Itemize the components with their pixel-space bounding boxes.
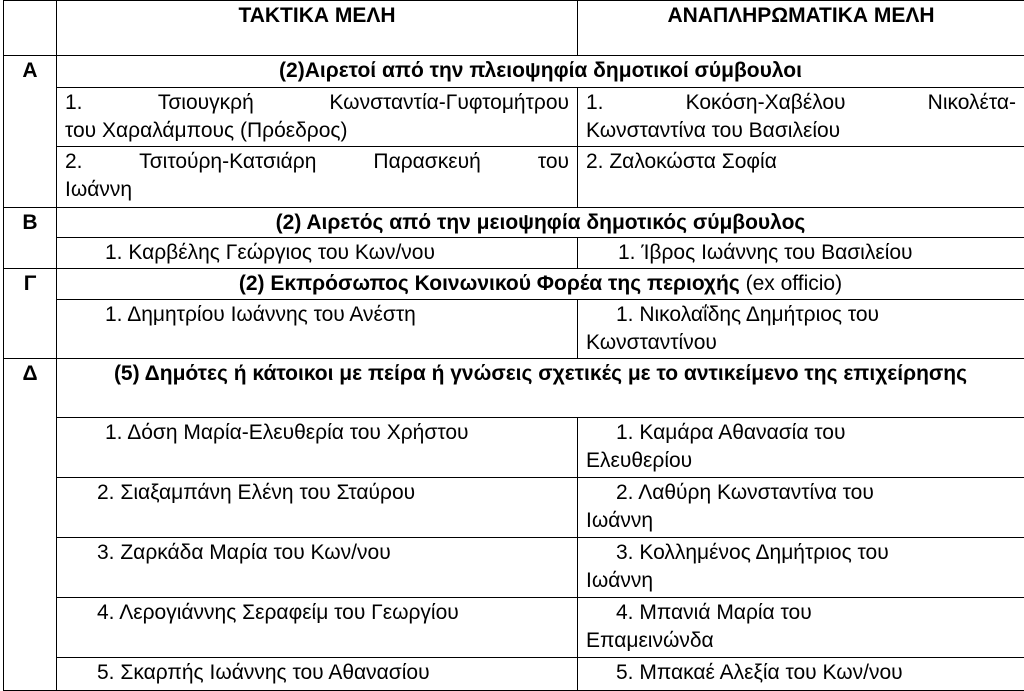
section-title-c-text: (2) Εκπρόσωπος Κοινωνικού Φορέα της περιοχής bbox=[238, 272, 740, 295]
regular-member-line: του Χαραλάμπους (Πρόεδρος) bbox=[65, 118, 348, 142]
member-row bbox=[4, 538, 1024, 598]
section-title-row bbox=[4, 358, 1024, 417]
header-regular-members: ΤΑΚΤΙΚΑ ΜΕΛΗ bbox=[57, 1, 578, 56]
section-label-d: Δ bbox=[4, 358, 57, 690]
substitute-member-line: Ιωάννη bbox=[586, 569, 654, 593]
substitute-member-cell bbox=[578, 87, 1024, 146]
section-title-c bbox=[57, 269, 1024, 300]
member-row bbox=[4, 477, 1024, 537]
regular-member-cell bbox=[57, 238, 578, 269]
regular-member-cell bbox=[57, 146, 578, 207]
section-title-b: (2) Αιρετός από την μειοψηφία δημοτικός σύμβουλος bbox=[57, 207, 1024, 238]
regular-member-line: 1. Δόση Μαρία-Ελευθερία του Χρήστου bbox=[105, 420, 469, 444]
substitute-member-cell bbox=[578, 146, 1024, 207]
regular-member-cell bbox=[57, 598, 578, 658]
header-substitute-members: ΑΝΑΠΛΗΡΩΜΑΤΙΚΑ ΜΕΛΗ bbox=[578, 1, 1024, 56]
substitute-member-cell bbox=[578, 477, 1024, 537]
section-label-a: Α bbox=[4, 56, 57, 208]
substitute-member-cell bbox=[578, 598, 1024, 658]
section-title-a: (2)Αιρετοί από την πλειοψηφία δημοτικοί σύμβουλοι bbox=[57, 56, 1024, 88]
regular-member-cell bbox=[57, 477, 578, 537]
header-row bbox=[4, 1, 1024, 56]
substitute-member-line: Ιωάννη bbox=[586, 508, 654, 532]
regular-member-cell bbox=[57, 87, 578, 146]
regular-member-cell bbox=[57, 658, 578, 691]
regular-member-line: Ιωάννη bbox=[65, 177, 133, 201]
substitute-member-line: Κωνσταντίνα του Βασιλείου bbox=[586, 118, 841, 142]
section-title-d: (5) Δημότες ή κάτοικοι με πείρα ή γνώσεις σχετικές με το αντικείμενο της επιχείρησης bbox=[57, 358, 1024, 417]
section-label-b: Β bbox=[4, 207, 57, 268]
substitute-member-line: 4. Μπανιά Μαρία του bbox=[616, 601, 812, 625]
substitute-member-line: 1. Ίβρος Ιωάννης του Βασιλείου bbox=[618, 241, 913, 265]
regular-member-line: 2. Σιαξαμπάνη Ελένη του Σταύρου bbox=[97, 480, 416, 504]
regular-member-line: 3. Ζαρκάδα Μαρία του Κων/νου bbox=[97, 541, 391, 565]
member-row bbox=[4, 238, 1024, 269]
regular-member-cell bbox=[57, 417, 578, 477]
section-label-c: Γ bbox=[4, 269, 57, 359]
substitute-member-line: 3. Κολλημένος Δημήτριος του bbox=[616, 541, 889, 565]
substitute-member-line: 5. Μπακαέ Αλεξία του Κων/νου bbox=[616, 661, 903, 685]
header-empty-cell bbox=[4, 1, 57, 56]
substitute-member-line: Ελευθερίου bbox=[586, 448, 693, 472]
regular-member-line: 1. Δημητρίου Ιωάννης του Ανέστη bbox=[105, 302, 416, 326]
regular-member-line: 5. Σκαρπής Ιωάννης του Αθανασίου bbox=[97, 661, 430, 685]
section-title-row bbox=[4, 207, 1024, 238]
substitute-member-line: 2. Ζαλοκώστα Σοφία bbox=[586, 149, 777, 173]
substitute-member-line: Επαμεινώνδα bbox=[586, 629, 714, 653]
substitute-member-cell bbox=[578, 417, 1024, 477]
section-title-row bbox=[4, 56, 1024, 88]
substitute-member-cell bbox=[578, 238, 1024, 269]
section-title-c-suffix: (ex officio) bbox=[739, 272, 843, 295]
substitute-member-line: 2. Λαθύρη Κωνσταντίνα του bbox=[616, 480, 874, 504]
regular-member-line: 4. Λερογιάννης Σεραφείμ του Γεωργίου bbox=[97, 601, 459, 625]
member-row bbox=[4, 598, 1024, 658]
regular-member-cell bbox=[57, 299, 578, 358]
substitute-member-cell bbox=[578, 658, 1024, 691]
substitute-member-line: 1. Καμάρα Αθανασία του bbox=[616, 420, 846, 444]
regular-member-line: 2. Τσιτούρη-Κατσιάρη Παρασκευή του bbox=[65, 149, 569, 173]
substitute-member-line: 1. Νικολαΐδης Δημήτριος του bbox=[616, 302, 880, 326]
member-row bbox=[4, 87, 1024, 146]
substitute-member-line: Κωνσταντίνου bbox=[586, 330, 717, 354]
section-title-row bbox=[4, 269, 1024, 300]
member-row bbox=[4, 146, 1024, 207]
substitute-member-line: 1. Κοκόση-Χαβέλου Νικολέτα- bbox=[586, 90, 1016, 114]
substitute-member-cell bbox=[578, 299, 1024, 358]
regular-member-line: 1. Καρβέλης Γεώργιος του Κων/νου bbox=[105, 241, 435, 265]
member-row bbox=[4, 417, 1024, 477]
substitute-member-cell bbox=[578, 538, 1024, 598]
regular-member-line: 1. Τσιουγκρή Κωνσταντία-Γυφτομήτρου bbox=[65, 90, 569, 114]
committee-members-table bbox=[3, 0, 1024, 691]
regular-member-cell bbox=[57, 538, 578, 598]
member-row bbox=[4, 658, 1024, 691]
member-row bbox=[4, 299, 1024, 358]
